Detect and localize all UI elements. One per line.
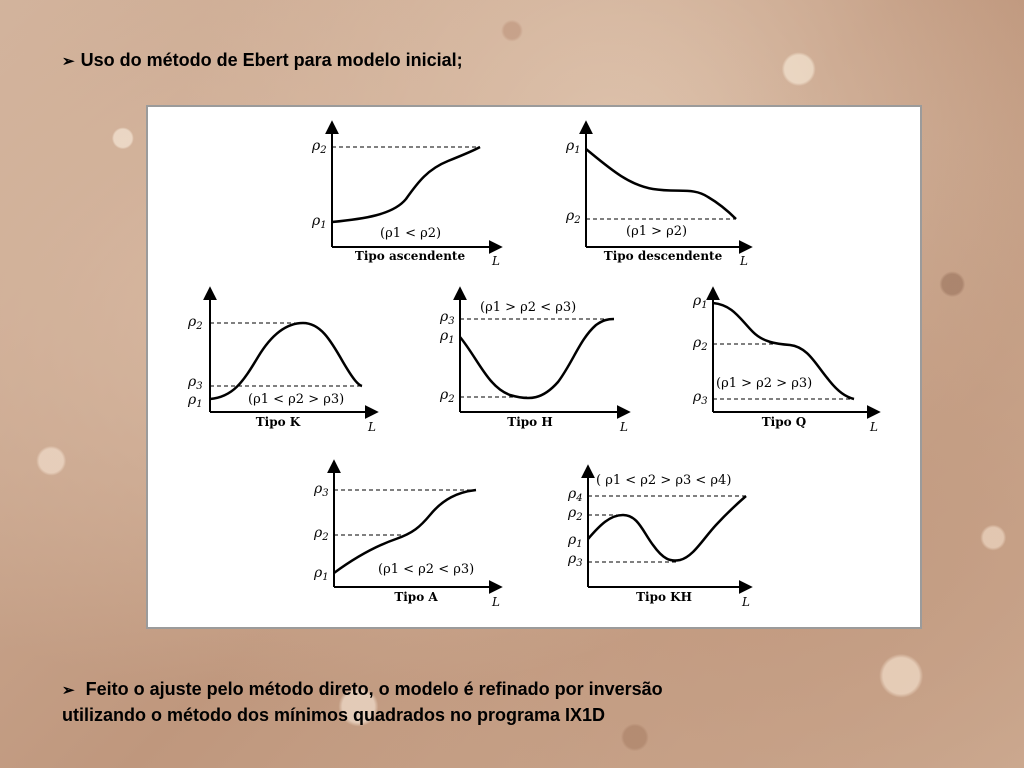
rho-label: $\rho_2$ — [188, 314, 203, 332]
rho-label: $\rho_2$ — [693, 335, 708, 353]
bullet-ebert-text: Uso do método de Ebert para modelo inicial; — [80, 50, 463, 70]
rho-label: $\rho_2$ — [440, 387, 455, 405]
graph-caption: Tipo K — [255, 415, 301, 429]
relation-label: ( ρ1 < ρ2 > ρ3 < ρ4) — [596, 473, 732, 488]
resistivity-curve-types-figure — [146, 105, 922, 629]
axis-label-l: L — [620, 420, 628, 434]
graph-caption: Tipo H — [507, 415, 553, 429]
bullet-inversion-line2: utilizando o método dos mínimos quadrados no programa IX1D — [62, 705, 606, 725]
rho-label: $\rho_1$ — [568, 532, 583, 550]
axis-label-l: L — [740, 254, 748, 268]
relation-label: (ρ1 > ρ2) — [626, 224, 688, 239]
rho-label: $\rho_1$ — [693, 293, 708, 311]
rho-label: $\rho_1$ — [440, 328, 455, 346]
axis-label-l: L — [870, 420, 878, 434]
rho-label: $\rho_1$ — [314, 565, 329, 583]
graph-tipo-descendente — [565, 123, 750, 268]
graph-caption: Tipo ascendente — [354, 249, 466, 263]
graph-caption: Tipo A — [394, 590, 438, 604]
bullet-inversion-line1 — [62, 677, 922, 703]
relation-label: (ρ1 < ρ2 < ρ3) — [378, 562, 475, 577]
rho-label: $\rho_2$ — [312, 138, 327, 156]
rho-label: $\rho_1$ — [312, 213, 327, 231]
relation-label: (ρ1 < ρ2 > ρ3) — [248, 392, 345, 407]
graph-tipo-a — [313, 462, 500, 609]
graph-caption: Tipo descendente — [603, 249, 723, 263]
curve — [332, 147, 480, 222]
graph-caption: Tipo Q — [761, 415, 807, 429]
curve-types-svg — [148, 107, 920, 627]
curve — [460, 319, 614, 398]
curve — [210, 323, 362, 399]
relation-label: (ρ1 < ρ2) — [380, 226, 442, 241]
bullet-inversion-text1: Feito o ajuste pelo método direto, o modelo é refinado por inversão — [85, 679, 663, 699]
rho-label: $\rho_4$ — [568, 486, 583, 504]
bullet-ebert-method — [62, 48, 463, 74]
curve — [586, 149, 736, 219]
curve — [334, 490, 476, 573]
relation-label: (ρ1 > ρ2 < ρ3) — [480, 300, 577, 315]
rho-label: $\rho_1$ — [566, 138, 581, 156]
rho-label: $\rho_3$ — [314, 481, 329, 499]
rho-label: $\rho_3$ — [188, 374, 203, 392]
rho-label: $\rho_3$ — [568, 551, 583, 569]
axis-label-l: L — [742, 595, 750, 609]
graph-tipo-q — [692, 289, 878, 434]
graph-tipo-kh — [567, 467, 750, 609]
relation-label: (ρ1 > ρ2 > ρ3) — [716, 376, 813, 391]
rho-label: $\rho_1$ — [188, 392, 203, 410]
rho-label: $\rho_3$ — [440, 309, 455, 327]
axis-label-l: L — [492, 595, 500, 609]
graph-tipo-ascendente — [311, 123, 500, 268]
graph-tipo-k — [187, 289, 376, 434]
bullet-arrow-icon: ➢ — [62, 682, 75, 699]
rho-label: $\rho_2$ — [566, 208, 581, 226]
bullet-arrow-icon: ➢ — [62, 53, 75, 70]
bullet-inversion — [62, 677, 922, 727]
graph-caption: Tipo KH — [636, 590, 692, 604]
rho-label: $\rho_2$ — [314, 525, 329, 543]
curve — [588, 496, 746, 561]
rho-label: $\rho_3$ — [693, 389, 708, 407]
rho-label: $\rho_2$ — [568, 505, 583, 523]
axis-label-l: L — [492, 254, 500, 268]
graph-tipo-h — [439, 289, 628, 434]
axis-label-l: L — [368, 420, 376, 434]
